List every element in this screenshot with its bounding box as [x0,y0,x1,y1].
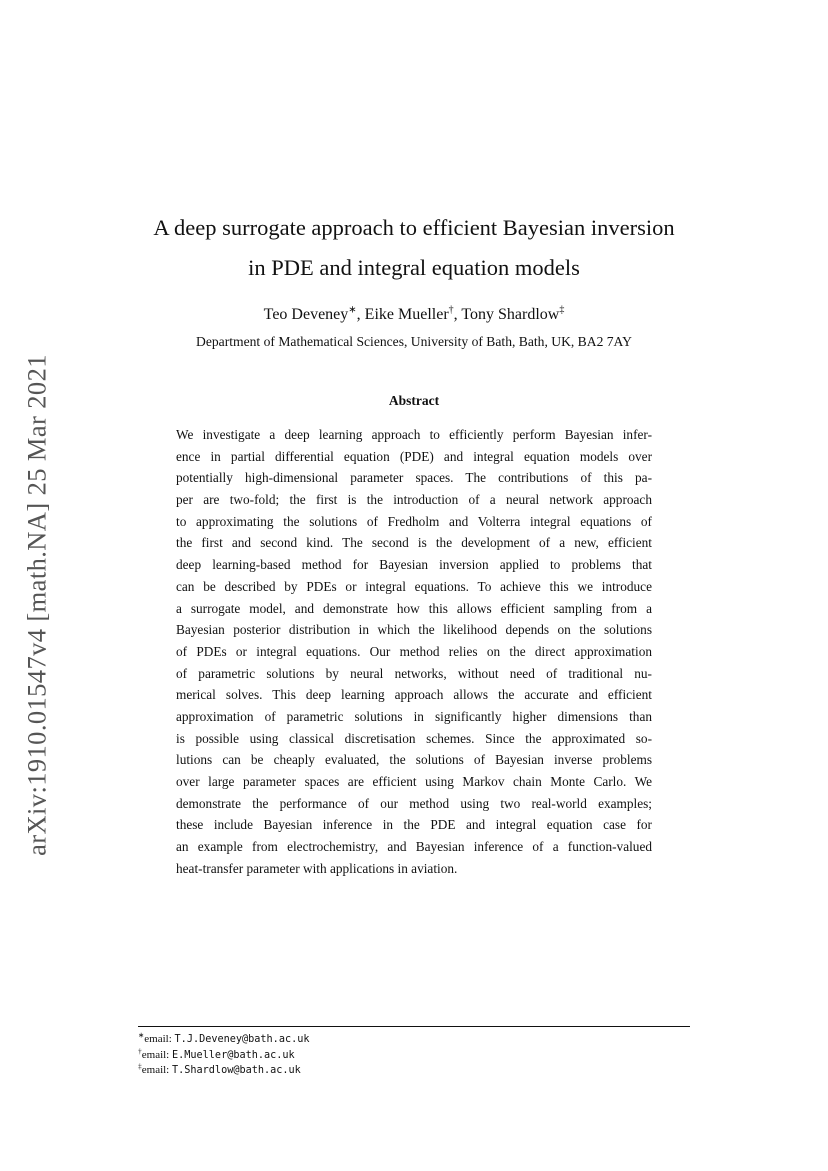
abstract-body [176,424,652,879]
abstract-line: an example from electrochemistry, and Bayesian inference of a function-valued [176,839,652,855]
abstract-line: per are two-fold; the first is the introduction of a neural network approach [176,492,652,508]
footnote [138,1045,690,1064]
abstract-line: a surrogate model, and demonstrate how this allows efficient sampling from a [176,600,652,616]
footnote [138,1063,690,1079]
author-mark: ‡ [559,304,565,316]
abstract-line: of parametric solutions by neural networks, without need of traditional nu- [176,665,652,681]
footnote-label: email: [141,1048,172,1061]
email-link[interactable]: E.Mueller@bath.ac.uk [172,1049,295,1061]
footnote-label: email: [141,1064,172,1076]
author-name: Teo Deveney [263,306,349,323]
email-link[interactable]: T.Shardlow@bath.ac.uk [172,1065,301,1076]
title-line: A deep surrogate approach to efficient Bayesian inversion [153,215,675,240]
abstract-line: the first and second kind. The second is the development of a new, efficient [176,535,652,551]
email-link[interactable]: T.J.Deveney@bath.ac.uk [174,1034,310,1045]
abstract-heading: Abstract [388,393,440,408]
arxiv-identifier: arXiv:1910.01547v4 [math.NA] 25 Mar 2021 [21,354,52,856]
author-name: Tony Shardlow [461,306,560,323]
abstract-line: deep learning-based method for Bayesian inversion applied to problems that [176,557,652,573]
abstract-line: is possible using classical discretisation schemes. Since the approximated so- [176,730,652,746]
footnote-label: email: [144,1033,175,1045]
abstract-line: these include Bayesian inference in the PDE and integral equation case for [176,817,652,833]
footnote-mark: † [138,1045,142,1055]
arxiv-side-stamp [20,340,54,870]
abstract-line: Bayesian posterior distribution in which the likelihood depends on the solutions [176,622,652,638]
abstract-line: lutions can be cheaply evaluated, the solutions of Bayesian inverse problems [176,752,652,768]
abstract-line: to approximating the solutions of Fredholm and Volterra integral equations of [176,513,652,529]
abstract-line: over large parameter spaces are efficient using Markov chain Monte Carlo. We [176,774,652,789]
affiliation: Department of Mathematical Sciences, University of Bath, Bath, UK, BA2 7AY [196,334,632,349]
footnote [138,1032,690,1048]
author-mark: ∗ [348,304,357,316]
abstract-line: We investigate a deep learning approach to efficiently perform Bayesian infer- [176,427,652,442]
title-line: in PDE and integral equation models [248,255,580,280]
abstract-line: of PDEs or integral equations. Our method relies on the direct approximation [176,643,652,659]
author-mark: † [448,304,454,316]
abstract-line: ence in partial differential equation (PDE) and integral equation models over [176,448,652,464]
footnote-mark: ‡ [138,1061,142,1071]
abstract-line: heat-transfer parameter with applications in aviation. [176,860,458,876]
abstract-line: approximation of parametric solutions in significantly higher dimensions than [176,708,652,724]
abstract-line: potentially high-dimensional parameter spaces. The contributions of this pa- [176,470,652,486]
paper-title [0,208,828,288]
footnotes [138,1032,690,1079]
author-name: Eike Mueller [364,306,449,323]
abstract-line: demonstrate the performance of our method using two real-world examples; [176,795,652,811]
abstract-line: can be described by PDEs or integral equations. To achieve this we introduce [176,578,652,594]
abstract-line: merical solves. This deep learning approach allows the accurate and efficient [176,687,652,703]
footnote-rule [138,1026,690,1027]
footnote-mark: ∗ [138,1030,145,1040]
author-list: Teo Deveney∗, Eike Mueller†, Tony Shardlow‡ [263,304,565,323]
